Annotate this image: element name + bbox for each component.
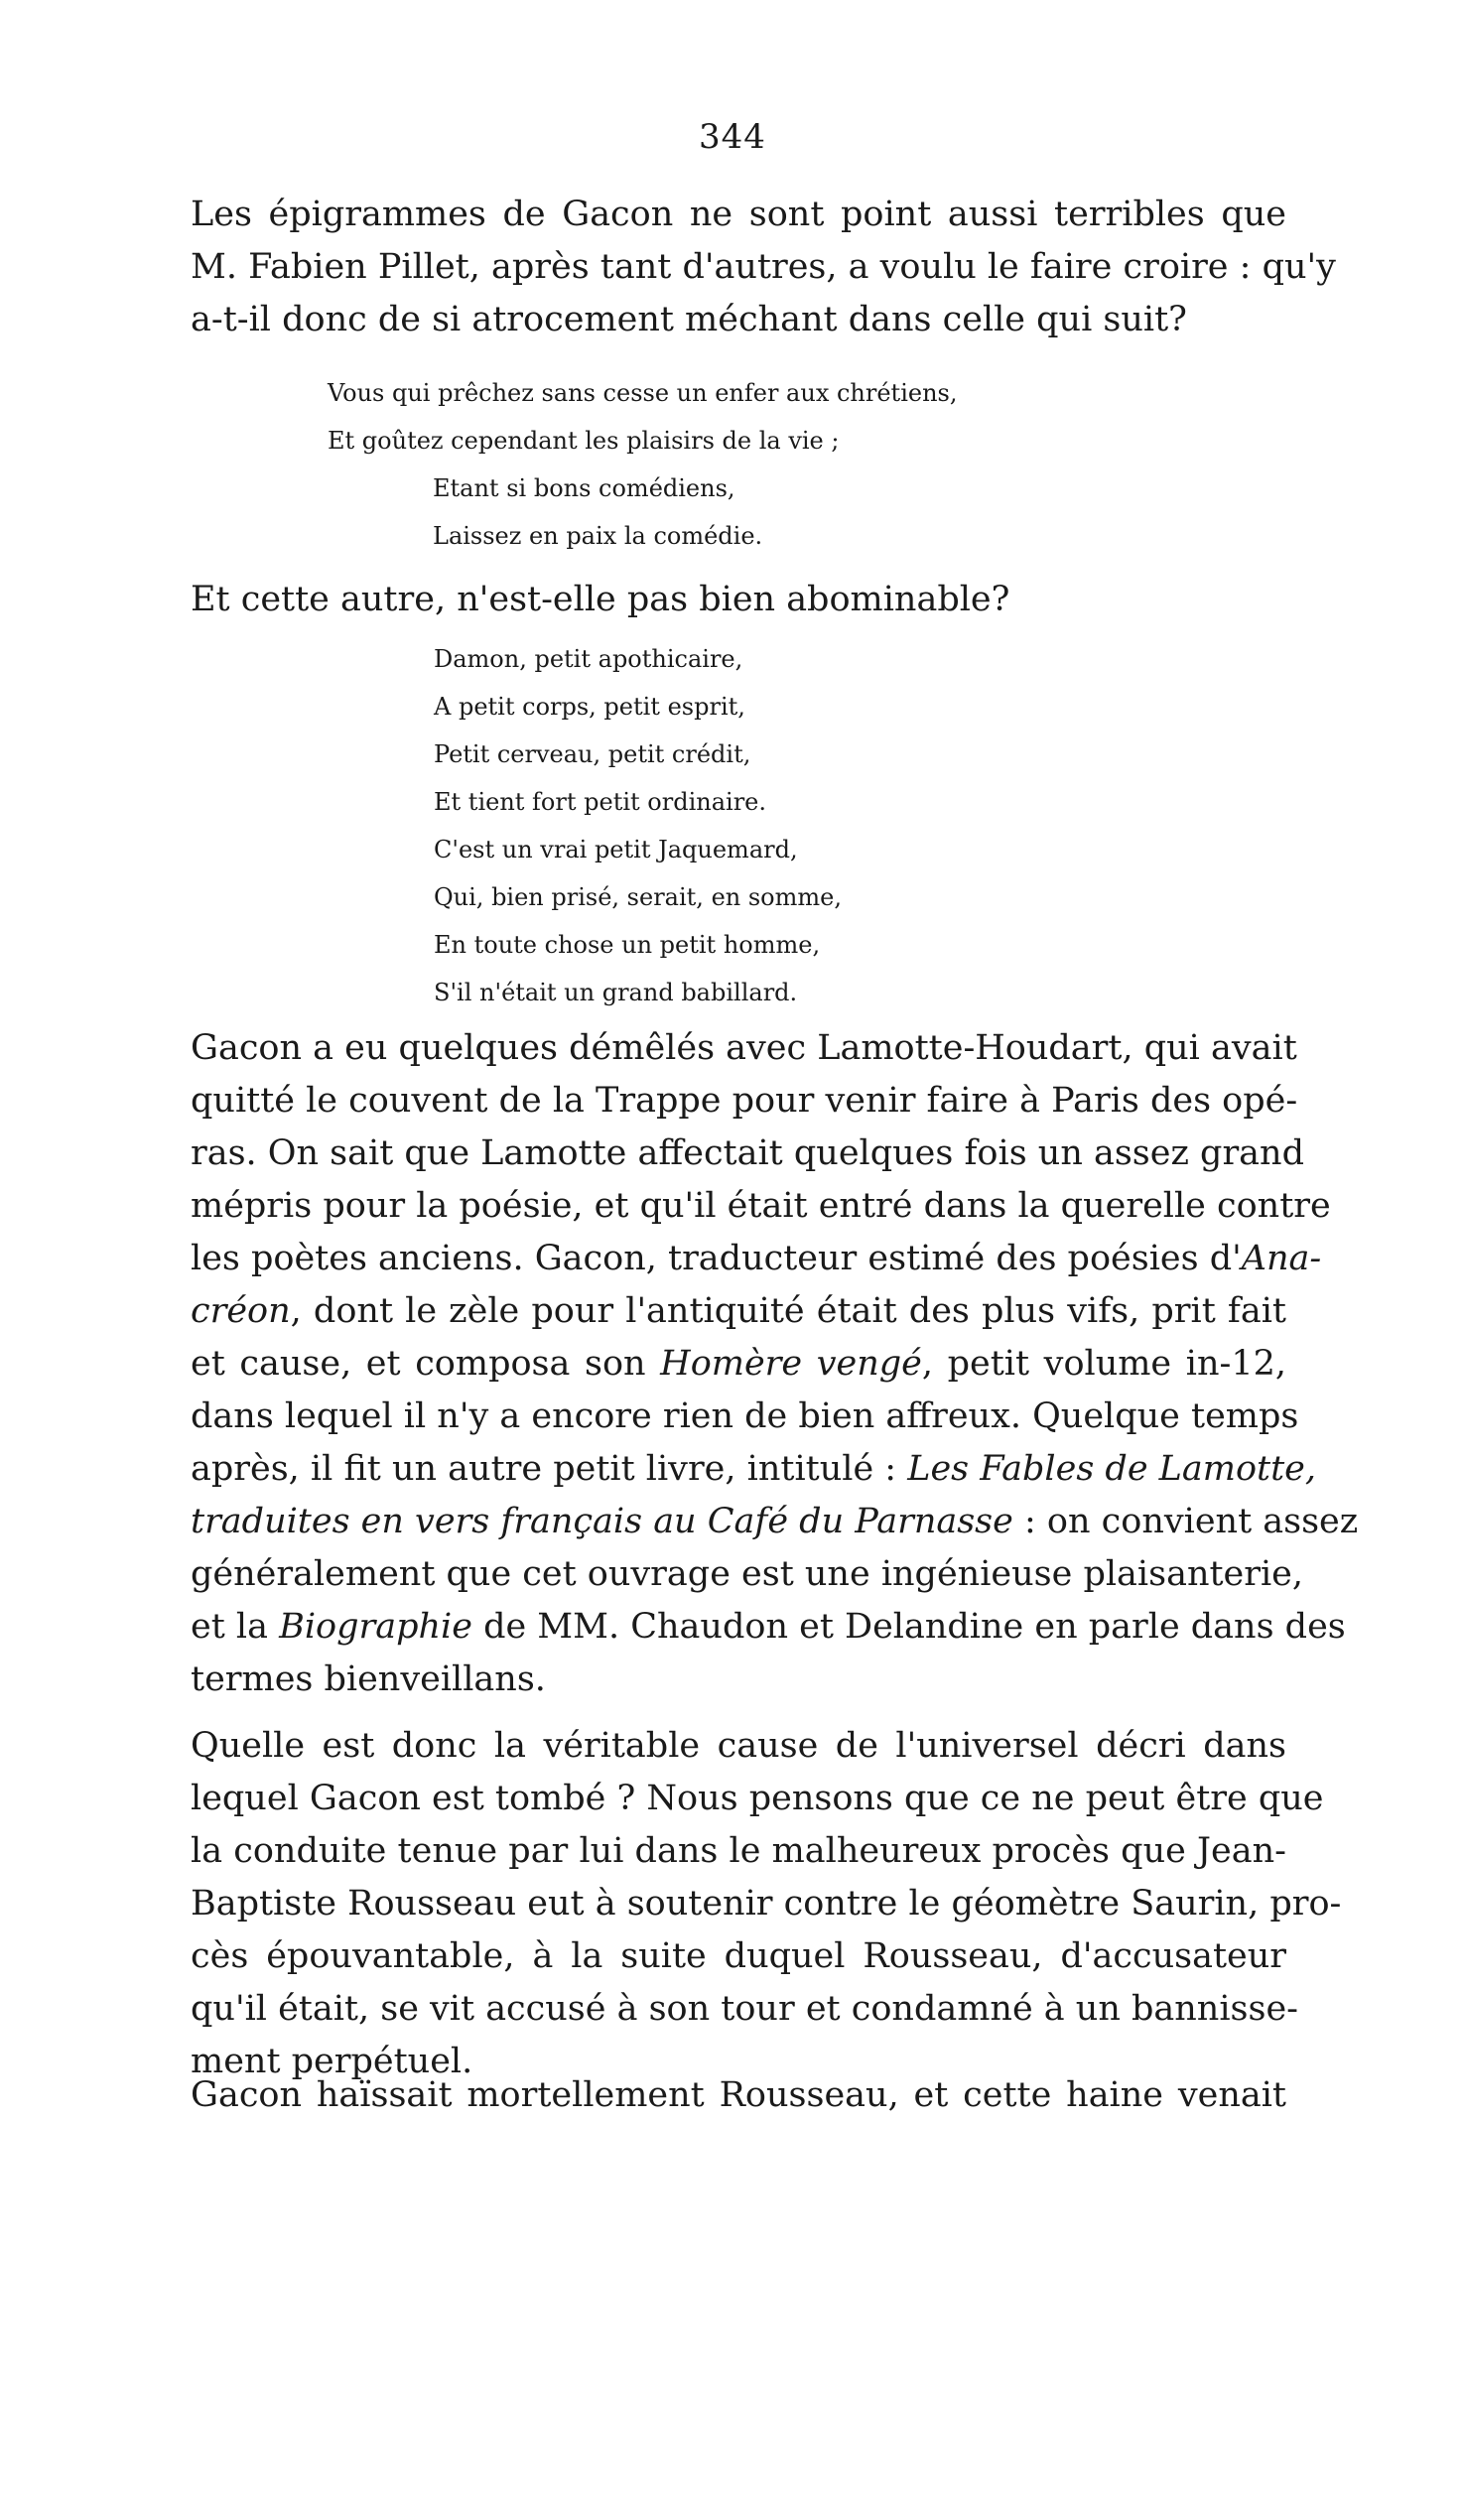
verse-line: En toute chose un petit homme, — [434, 931, 821, 959]
text-line — [191, 1338, 1286, 1391]
verse-line: A petit corps, petit esprit, — [434, 693, 745, 721]
text-line: quitté le couvent de la Trappe pour venir faire à Paris des opé- — [191, 1081, 1298, 1121]
text-line: ras. On sait que Lamotte affectait quelques fois un assez grand — [191, 1133, 1304, 1173]
text-line: Les épigrammes de Gacon ne sont point aussi terribles que — [191, 195, 1286, 234]
verse-line: S'il n'était un grand babillard. — [434, 979, 798, 1006]
paragraph-other-epigram — [191, 574, 1286, 626]
text-line: Baptiste Rousseau eut à soutenir contre le géomètre Saurin, pro- — [191, 1884, 1342, 1923]
text-line — [191, 1601, 1346, 1654]
paragraph-epigrams-intro — [191, 189, 1336, 346]
page-number: 344 — [699, 117, 766, 157]
text-line: Quelle est donc la véritable cause de l'universel décri dans — [191, 1726, 1286, 1766]
text-line: cès épouvantable, à la suite duquel Rousseau, d'accusateur — [191, 1936, 1286, 1976]
verse-line: Vous qui prêchez sans cesse un enfer aux chrétiens, — [328, 379, 958, 407]
epigram-verse-1 — [328, 369, 957, 560]
verse-line: Qui, bien prisé, serait, en somme, — [434, 883, 842, 911]
text-line: généralement que cet ouvrage est une ingénieuse plaisanterie, — [191, 1554, 1304, 1594]
text-segment: et la — [191, 1607, 280, 1647]
italic-title-biographie: Biographie — [279, 1607, 472, 1647]
text-line — [191, 1285, 1286, 1338]
verse-line: C'est un vrai petit Jaquemard, — [434, 836, 798, 863]
verse-line: Et goûtez cependant les plaisirs de la vie ; — [328, 427, 840, 455]
text-line: qu'il était, se vit accusé à son tour et condamné à un bannisse- — [191, 1989, 1299, 2029]
text-line — [191, 1233, 1322, 1285]
paragraph-universal-decry — [191, 1720, 1342, 2088]
verse-line: Petit cerveau, petit crédit, — [434, 740, 751, 768]
epigram-verse-2 — [434, 635, 842, 1016]
text-segment: les poètes anciens. Gacon, traducteur estimé des poésies d' — [191, 1239, 1242, 1278]
paragraph-lamotte-houdart — [191, 1022, 1359, 1706]
text-line — [191, 1443, 1316, 1496]
text-segment: et cause, et composa son — [191, 1344, 661, 1384]
text-line: a-t-il donc de si atrocement méchant dans celle qui suit? — [191, 300, 1187, 339]
text-line: termes bienveillans. — [191, 1659, 546, 1699]
text-line: M. Fabien Pillet, après tant d'autres, a voulu le faire croire : qu'y — [191, 247, 1336, 287]
text-line: la conduite tenue par lui dans le malheureux procès que Jean- — [191, 1831, 1286, 1871]
italic-title-anacreon: Ana- — [1241, 1239, 1322, 1278]
paragraph-gacon-hatred — [191, 2069, 1286, 2122]
text-line — [191, 1496, 1359, 1548]
text-segment: de MM. Chaudon et Delandine en parle dans des — [471, 1607, 1346, 1647]
italic-title-fables: traduites en vers français au Café du Parnasse — [191, 1502, 1013, 1541]
text-line: Et cette autre, n'est-elle pas bien abominable? — [191, 580, 1010, 619]
verse-line: Laissez en paix la comédie. — [433, 522, 763, 550]
italic-title-fables: Les Fables de Lamotte, — [907, 1449, 1316, 1489]
text-line: lequel Gacon est tombé ? Nous pensons que ce ne peut être que — [191, 1779, 1324, 1818]
verse-line: Damon, petit apothicaire, — [434, 645, 743, 673]
text-line: Gacon haïssait mortellement Rousseau, et cette haine venait — [191, 2075, 1286, 2115]
text-line: dans lequel il n'y a encore rien de bien affreux. Quelque temps — [191, 1396, 1299, 1436]
verse-line: Etant si bons comédiens, — [433, 474, 735, 502]
text-line: Gacon a eu quelques démêlés avec Lamotte-Houdart, qui avait — [191, 1028, 1297, 1068]
italic-title-homere-venge: Homère vengé — [660, 1344, 922, 1384]
text-segment: : on convient assez — [1012, 1502, 1359, 1541]
text-line: ment perpétuel. — [191, 2042, 473, 2081]
italic-title-anacreon: créon — [191, 1291, 291, 1331]
text-segment: , petit volume in-12, — [921, 1344, 1286, 1384]
text-segment: , dont le zèle pour l'antiquité était des plus vifs, prit fait — [290, 1291, 1286, 1331]
text-segment: après, il fit un autre petit livre, intitulé : — [191, 1449, 908, 1489]
text-line: mépris pour la poésie, et qu'il était entré dans la querelle contre — [191, 1186, 1331, 1226]
verse-line: Et tient fort petit ordinaire. — [434, 788, 766, 816]
